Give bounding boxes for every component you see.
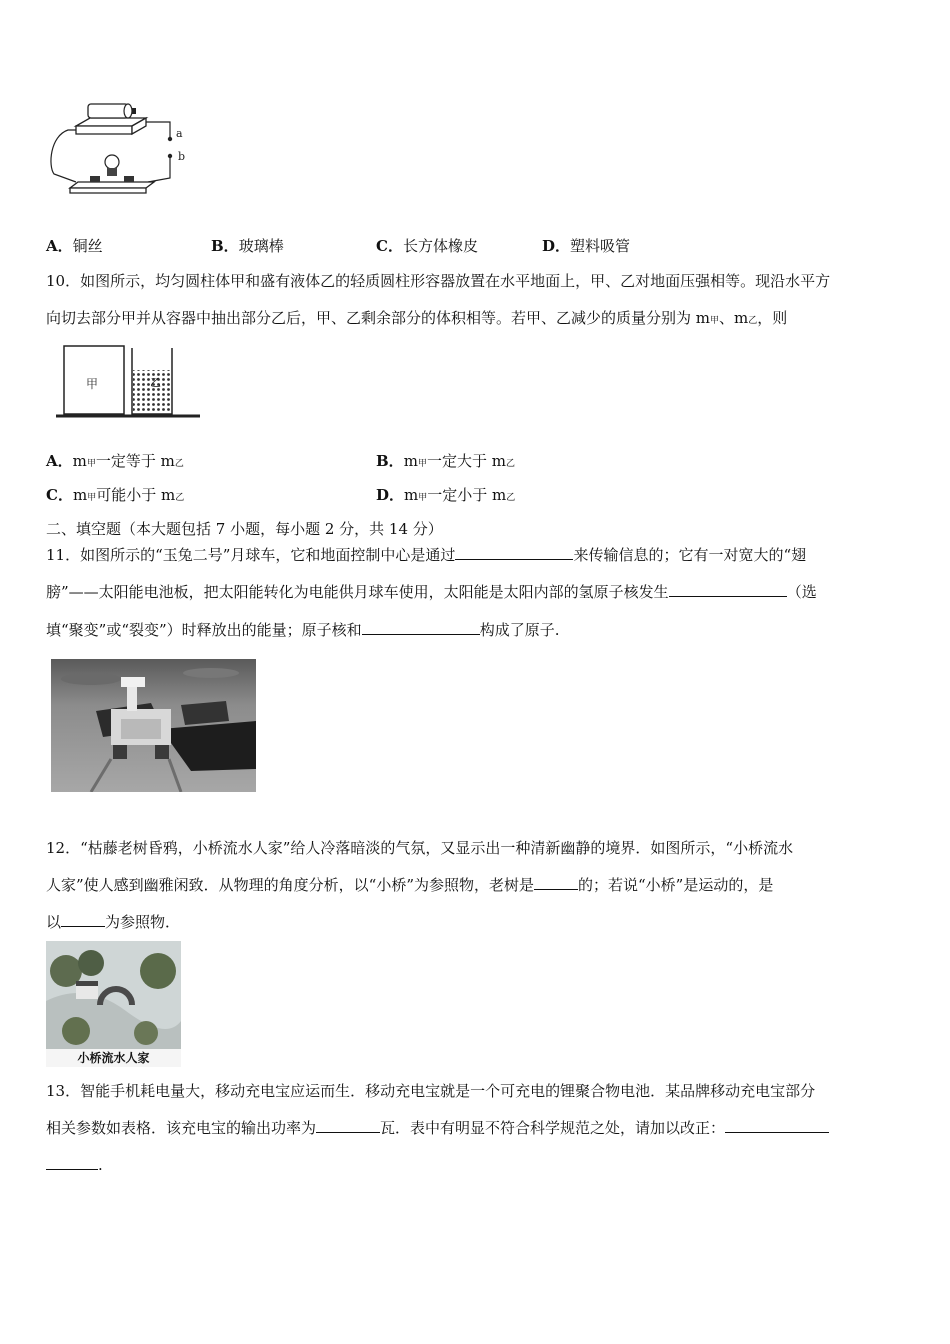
q12-line-2: 人家”使人感到幽雅闲致．从物理的角度分析，以“小桥”为参照物，老树是 的；若说“小桥”是运动的，是	[46, 876, 774, 894]
q13-blank-2[interactable]	[725, 1118, 829, 1133]
q9-option-b[interactable]: B．玻璃棒	[211, 237, 284, 255]
small-bridge-photo	[46, 941, 181, 1067]
section-2-title: 二、填空题（本大题包括 7 小题，每小题 2 分，共 14 分）	[46, 520, 443, 538]
q12-line-1: 12．“枯藤老树昏鸦，小桥流水人家”给人冷落暗淡的气氛，又显示出一种清新幽静的境界．如图所示，“小桥流水	[46, 839, 794, 857]
q9-option-d[interactable]: D．塑料吸管	[542, 237, 631, 255]
figure-label-jia: 甲	[86, 377, 99, 391]
q11-blank-2[interactable]	[669, 582, 787, 597]
q11-blank-1[interactable]	[455, 545, 573, 560]
q13-line-3: .	[46, 1155, 103, 1175]
q13-blank-1[interactable]	[316, 1118, 380, 1133]
q9-option-c[interactable]: C．长方体橡皮	[376, 237, 478, 255]
q12-blank-2[interactable]	[61, 912, 105, 927]
q13-line-2: 相关参数如表格．该充电宝的输出功率为 瓦．表中有明显不符合科学规范之处，请加以改正：	[46, 1118, 829, 1138]
terminal-a-label: a	[176, 127, 183, 140]
q10-option-b[interactable]: B．m甲一定大于 m乙	[376, 452, 515, 470]
q11-line-1: 11．如图所示的“玉兔二号”月球车，它和地面控制中心是通过 来传输信息的；它有一对宽大的“翅	[46, 546, 807, 564]
q13-blank-2-cont[interactable]	[46, 1155, 98, 1170]
bridge-caption: 小桥流水人家	[46, 1049, 181, 1067]
q13-line-1: 13．智能手机耗电量大，移动充电宝应运而生．移动充电宝就是一个可充电的锂聚合物电池．某品牌移动充电宝部分	[46, 1082, 816, 1100]
q12-blank-1[interactable]	[534, 875, 578, 890]
q10-option-a[interactable]: A．m甲一定等于 m乙	[46, 452, 184, 470]
q10-option-c[interactable]: C．m甲可能小于 m乙	[46, 486, 185, 504]
cylinder-container-figure	[56, 342, 202, 426]
q11-line-2: 膀”——太阳能电池板，把太阳能转化为电能供月球车使用，太阳能是太阳内部的氢原子核发生 （选	[46, 583, 817, 601]
q12-line-3: 以 为参照物．	[46, 913, 181, 931]
q9-option-a[interactable]: A．铜丝	[46, 237, 103, 255]
q11-line-3: 填“聚变”或“裂变”）时释放出的能量；原子核和 构成了原子.	[46, 621, 560, 639]
circuit-diagram	[46, 96, 196, 200]
q10-option-d[interactable]: D．m甲一定小于 m乙	[376, 486, 516, 504]
figure-label-yi: 乙	[150, 376, 161, 389]
q10-line-1: 10．如图所示，均匀圆柱体甲和盛有液体乙的轻质圆柱形容器放置在水平地面上，甲、乙对地面压强相等。现沿水平方	[46, 272, 831, 290]
q11-blank-3[interactable]	[362, 620, 480, 635]
q10-line-2: 向切去部分甲并从容器中抽出部分乙后，甲、乙剩余部分的体积相等。若甲、乙减少的质量分别为 m甲、m乙，则	[46, 309, 788, 327]
lunar-rover-photo	[51, 659, 256, 792]
terminal-b-label: b	[178, 150, 186, 163]
